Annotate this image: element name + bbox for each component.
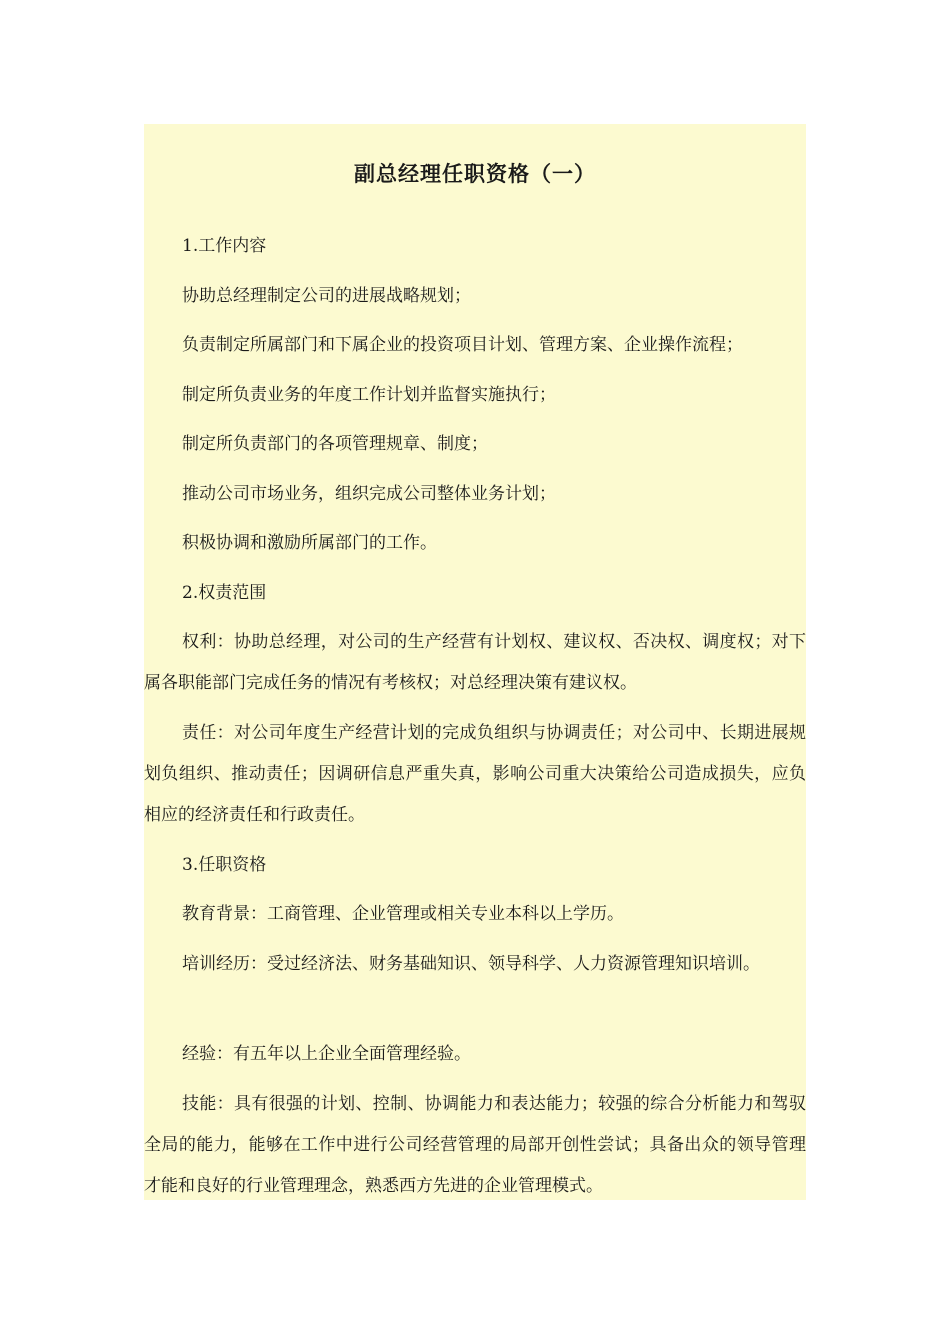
qualification-education: 教育背景：工商管理、企业管理或相关专业本科以上学历。	[182, 904, 624, 924]
work-item: 推动公司市场业务，组织完成公司整体业务计划；	[182, 484, 556, 504]
authority-duties: 责任：对公司年度生产经营计划的完成负组织与协调责任；对公司中、长期进展规划负组织、推动责任；因调研信息严重失真，影响公司重大决策给公司造成损失，应负相应的经济责任和行政责任。	[144, 723, 806, 825]
work-item: 负责制定所属部门和下属企业的投资项目计划、管理方案、企业操作流程；	[182, 335, 743, 355]
qualification-experience: 经验：有五年以上企业全面管理经验。	[182, 1044, 471, 1064]
section-heading-qualifications: 3.任职资格	[182, 855, 267, 875]
authority-rights: 权利：协助总经理，对公司的生产经营有计划权、建议权、否决权、调度权；对下属各职能部门完成任务的情况有考核权；对总经理决策有建议权。	[144, 632, 806, 693]
qualification-training: 培训经历：受过经济法、财务基础知识、领导科学、人力资源管理知识培训。	[182, 954, 760, 974]
work-item: 制定所负责部门的各项管理规章、制度；	[182, 434, 488, 454]
work-item: 协助总经理制定公司的进展战略规划；	[182, 286, 471, 306]
section-heading-work-content: 1.工作内容	[182, 236, 267, 256]
qualification-skills: 技能：具有很强的计划、控制、协调能力和表达能力；较强的综合分析能力和驾驭全局的能力，能够在工作中进行公司经营管理的局部开创性尝试；具备出众的领导管理才能和良好的行业管理理念，熟悉西方先进的企业管理模式。	[144, 1094, 806, 1196]
section-heading-authority: 2.权责范围	[182, 583, 267, 603]
document-body	[144, 0, 806, 1344]
work-item: 制定所负责业务的年度工作计划并监督实施执行；	[182, 385, 556, 405]
work-item: 积极协调和激励所属部门的工作。	[182, 533, 437, 553]
document-title: 副总经理任职资格（一）	[354, 161, 596, 186]
